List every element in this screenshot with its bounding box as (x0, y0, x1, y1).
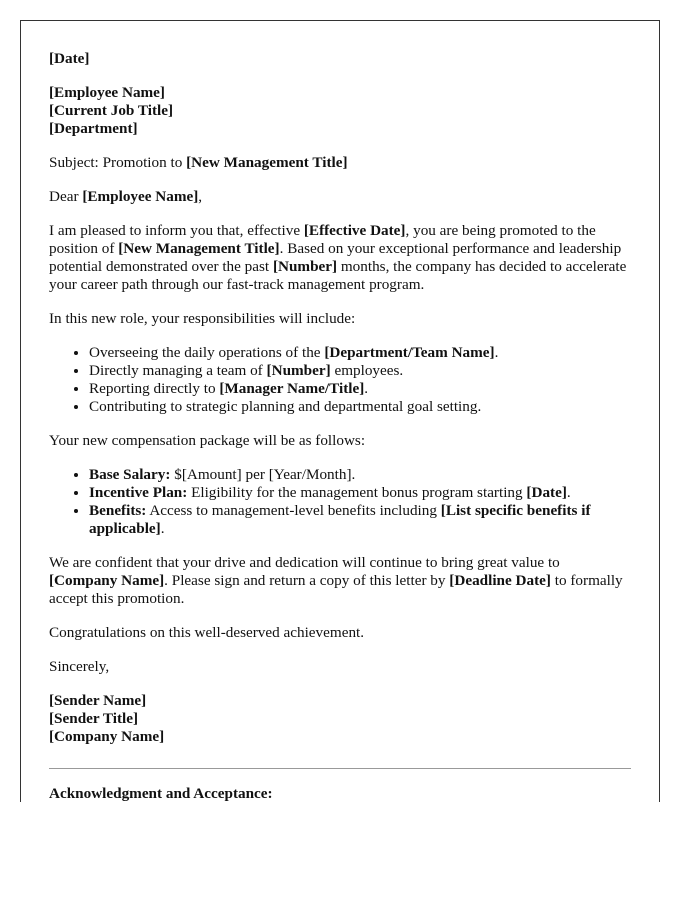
item-text-after: . (160, 520, 165, 537)
letter-date: [Date] (49, 50, 90, 67)
item-text-after: . (494, 344, 499, 361)
compensation-list (49, 466, 631, 538)
item-placeholder: [Date] (526, 484, 567, 501)
item-text: Directly managing a team of (89, 362, 267, 379)
item-label: Benefits: (89, 502, 147, 519)
effective-date-placeholder: [Effective Date] (303, 222, 406, 239)
item-placeholder: [Department/Team Name] (324, 344, 495, 361)
list-item (89, 344, 631, 362)
item-text: Overseeing the daily operations of the (89, 344, 325, 361)
sender-title: [Sender Title] (49, 710, 139, 727)
item-text-after: . (566, 484, 571, 501)
acknowledgment-heading: Acknowledgment and Acceptance: (49, 785, 273, 802)
subject-line (49, 154, 631, 172)
salutation-suffix: , (198, 188, 203, 205)
closing-text: We are confident that your drive and dedication will continue to bring great value to (49, 554, 560, 571)
intro-text: I am pleased to inform you that, effective (49, 222, 304, 239)
recipient-department: [Department] (49, 120, 138, 137)
intro-text: , you are being promoted to the position of (49, 222, 596, 257)
new-title-placeholder: [New Management Title] (118, 240, 280, 257)
item-label: Base Salary: (89, 466, 171, 483)
sign-off: Sincerely, (49, 658, 110, 675)
recipient-job-title: [Current Job Title] (49, 102, 174, 119)
item-text: $[Amount] per [Year/Month]. (170, 466, 356, 483)
intro-paragraph (49, 222, 631, 294)
list-item (89, 502, 631, 538)
intro-text: . Based on your exceptional performance and leadership potential demonstrated over the past (49, 240, 622, 275)
recipient-block (49, 84, 631, 138)
salutation-prefix: Dear (49, 188, 83, 205)
closing-text: to formally accept this promotion. (49, 572, 623, 607)
sender-company: [Company Name] (49, 728, 165, 745)
item-text: Reporting directly to (89, 380, 220, 397)
responsibilities-list (49, 344, 631, 416)
intro-text: months, the company has decided to accelerate your career path through our fast-track management program. (49, 258, 627, 293)
months-number-placeholder: [Number] (272, 258, 338, 275)
item-placeholder: [List specific benefits if applicable] (89, 502, 591, 537)
subject-prefix: Subject: Promotion to (49, 154, 187, 171)
sender-name: [Sender Name] (49, 692, 147, 709)
section-divider (49, 768, 631, 769)
compensation-intro: Your new compensation package will be as follows: (49, 432, 366, 449)
item-text: Contributing to strategic planning and departmental goal setting. (89, 398, 482, 415)
salutation-name: [Employee Name] (82, 188, 199, 205)
list-item (89, 466, 631, 484)
item-placeholder: [Number] (266, 362, 331, 379)
closing-paragraph (49, 554, 631, 608)
item-text-after: . (364, 380, 369, 397)
closing-text: . Please sign and return a copy of this letter by (164, 572, 450, 589)
letter-document (20, 20, 660, 802)
list-item (89, 484, 631, 502)
item-label: Incentive Plan: (89, 484, 188, 501)
recipient-name: [Employee Name] (49, 84, 165, 101)
company-name-placeholder: [Company Name] (49, 572, 165, 589)
congratulations-line: Congratulations on this well-deserved achievement. (49, 624, 365, 641)
salutation (49, 188, 631, 206)
deadline-date-placeholder: [Deadline Date] (449, 572, 551, 589)
item-text: Eligibility for the management bonus program starting (187, 484, 527, 501)
list-item (89, 362, 631, 380)
sender-block (49, 692, 631, 746)
item-text: Access to management-level benefits including (146, 502, 441, 519)
subject-title: [New Management Title] (186, 154, 348, 171)
responsibilities-intro: In this new role, your responsibilities will include: (49, 310, 356, 327)
list-item (89, 380, 631, 398)
list-item (89, 398, 631, 416)
item-text-after: employees. (330, 362, 404, 379)
item-placeholder: [Manager Name/Title] (219, 380, 365, 397)
